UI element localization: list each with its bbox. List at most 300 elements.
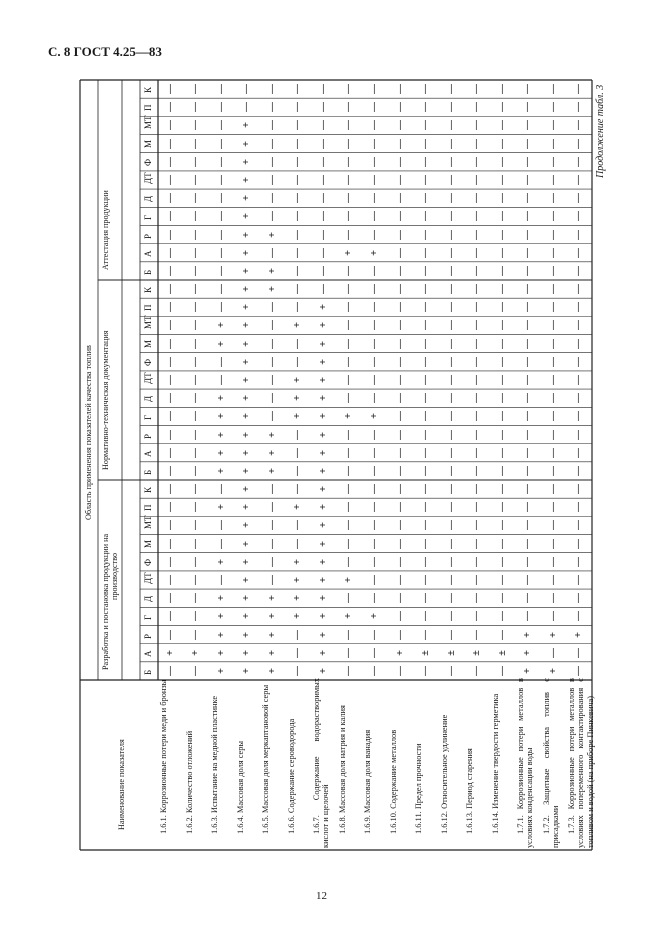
table-cell-mark: — — [317, 193, 329, 204]
table-cell-mark: — — [522, 575, 534, 585]
table-cell-mark: — — [573, 375, 585, 385]
table-cell-mark: — — [573, 211, 585, 222]
table-cell-mark: — — [496, 593, 508, 604]
table-cell-mark: + — [241, 213, 253, 220]
column-symbol: А — [143, 650, 153, 657]
row-name — [312, 678, 331, 848]
table-cell-mark: — — [190, 138, 202, 149]
table-cell-mark: — — [394, 411, 406, 422]
table-cell-mark: — — [420, 338, 432, 349]
table-cell-mark: — — [445, 247, 457, 258]
table-caption: Продолжение табл. 3 — [595, 84, 606, 178]
table-cell-mark: + — [215, 413, 227, 420]
table-cell-mark: — — [369, 575, 380, 585]
table-cell-mark: — — [394, 338, 406, 349]
table-cell-mark: — — [496, 484, 508, 495]
table-cell-mark: — — [215, 375, 227, 385]
row-name — [567, 678, 595, 848]
table-cell-mark: + — [215, 340, 227, 347]
table-cell-mark: — — [215, 175, 227, 185]
table-cell-mark: — — [190, 629, 202, 640]
table-cell-mark: — — [394, 665, 406, 676]
table-cell-mark: — — [343, 120, 355, 131]
table-cell-mark: — — [369, 465, 380, 476]
table-cell-mark: — — [445, 447, 457, 458]
table-cell-mark: — — [573, 138, 585, 149]
group-header-3 — [101, 190, 110, 270]
table-cell-mark: — — [343, 520, 355, 531]
table-cell-mark: — — [343, 556, 355, 567]
table-cell-mark: — — [471, 247, 483, 258]
table-cell-mark: — — [190, 429, 202, 440]
table-cell-mark: — — [471, 593, 483, 604]
row-name-text: 1.6.8. Массовая доля натрия и калия — [337, 705, 347, 834]
table-cell-mark: + — [241, 577, 253, 583]
table-cell-mark: — — [369, 302, 380, 313]
table-cell-mark: + — [317, 522, 329, 529]
table-cell-mark: — — [522, 393, 534, 404]
table-cell-mark: — — [496, 520, 508, 531]
column-symbol: МТ — [143, 115, 153, 130]
table-cell-mark: — — [420, 102, 432, 113]
table-cell-mark: + — [215, 649, 227, 656]
table-cell-mark: + — [292, 377, 304, 383]
table-cell-mark: — — [547, 138, 559, 149]
table-cell-mark: — — [394, 175, 406, 185]
table-cell-mark: — — [496, 356, 508, 367]
table-cell-mark: — — [190, 302, 202, 313]
table-cell-mark: + — [317, 340, 329, 347]
table-cell-mark: — — [215, 520, 227, 531]
table-cell-mark: — — [445, 175, 457, 185]
table-cell-mark: — — [547, 175, 559, 185]
table-cell-mark: — — [343, 102, 355, 113]
table-cell-mark: — — [573, 593, 585, 604]
table-cell-mark: — — [369, 138, 380, 149]
table-cell-mark: — — [164, 429, 176, 440]
column-symbol: ДТ — [143, 572, 153, 584]
table-cell-mark: + — [317, 595, 329, 602]
table-cell-mark: — — [471, 538, 483, 549]
table-cell-mark: — — [420, 611, 432, 622]
table-cell-mark: — — [471, 465, 483, 476]
table-cell-mark: — — [445, 356, 457, 367]
page-header: С. 8 ГОСТ 4.25—83 — [48, 44, 162, 59]
table-cell-mark: — — [190, 611, 202, 622]
table-cell-mark: — — [343, 156, 355, 167]
table-cell-mark: — — [496, 302, 508, 313]
table-cell-mark: — — [369, 538, 380, 549]
table-cell-mark: + — [215, 613, 227, 620]
table-cell-mark: + — [292, 558, 304, 565]
table-cell-mark: — — [343, 175, 355, 185]
table-cell-mark: — — [369, 338, 380, 349]
table-cell-mark: — — [420, 284, 432, 295]
table-cell-mark: — — [522, 447, 534, 458]
table-cell-mark: — — [547, 338, 559, 349]
table-cell-mark: — — [394, 429, 406, 440]
group-header-1 — [101, 534, 119, 670]
table-cell-mark: — — [496, 502, 508, 513]
table-cell-mark: — — [164, 629, 176, 640]
table-cell-mark: — — [215, 538, 227, 549]
table-cell-mark: — — [164, 284, 176, 295]
column-symbol: К — [143, 87, 153, 94]
table-cell-mark: — — [292, 265, 304, 276]
table-cell-mark: — — [292, 84, 304, 95]
table-cell-mark: — — [394, 556, 406, 567]
table-cell-mark: — — [522, 556, 534, 567]
table-cell-mark: + — [241, 449, 253, 456]
table-cell-mark: — — [496, 575, 508, 585]
table-cell-mark: — — [445, 520, 457, 531]
table-cell-mark: + — [241, 122, 253, 129]
table-cell-mark: — — [369, 447, 380, 458]
table-cell-mark: + — [241, 304, 253, 311]
table-cell-mark: + — [266, 231, 278, 238]
table-cell-mark: — — [266, 84, 278, 95]
table-cell-mark: — — [445, 484, 457, 495]
table-cell-mark: — — [420, 593, 432, 604]
table-cell-mark: + — [241, 486, 253, 492]
table-cell-mark: — — [420, 393, 432, 404]
table-cell-mark: — — [547, 447, 559, 458]
table-cell-mark: + — [215, 395, 227, 402]
table-cell-mark: — — [164, 302, 176, 313]
table-cell-mark: — — [471, 84, 483, 95]
table-cell-mark: — — [343, 356, 355, 367]
table-cell-mark: — — [496, 175, 508, 185]
table-cell-mark: — — [292, 647, 304, 658]
table-cell-mark: — — [190, 447, 202, 458]
table-cell-mark: — — [547, 429, 559, 440]
table-cell-mark: + — [215, 595, 227, 602]
table-cell-mark: + — [241, 340, 253, 347]
table-cell-mark: — — [266, 120, 278, 131]
table-cell-mark: + — [241, 322, 253, 329]
column-symbol: Д — [143, 396, 153, 403]
table-cell-mark: — — [164, 102, 176, 113]
table-cell-mark: — — [496, 211, 508, 222]
table-cell-mark: — — [394, 120, 406, 131]
column-symbol: Р — [143, 233, 153, 239]
table-cell-mark: — — [573, 611, 585, 622]
table-cell-mark: — — [369, 193, 380, 204]
row-name-text: 1.6.4. Массовая доля серы — [235, 740, 245, 834]
table-cell-mark: — — [266, 175, 278, 185]
column-symbol: А — [143, 250, 153, 257]
table-cell-mark: — — [164, 593, 176, 604]
table-cell-mark: — — [420, 665, 432, 676]
table-cell-mark: — — [573, 484, 585, 495]
table-cell-mark: — — [369, 375, 380, 385]
table-cell-mark: — — [190, 211, 202, 222]
table-cell-mark: — — [547, 465, 559, 476]
table-cell-mark: — — [547, 102, 559, 113]
table-cell-mark: — — [445, 120, 457, 131]
table-cell-mark: — — [266, 320, 278, 331]
table-cell-mark: — — [573, 393, 585, 404]
table-cell-mark: — — [292, 447, 304, 458]
table-cell-mark: — — [292, 465, 304, 476]
table-cell-mark: — — [343, 84, 355, 95]
table-cell-mark: — — [471, 411, 483, 422]
table-cell-mark: — — [471, 393, 483, 404]
table-cell-mark: — — [420, 265, 432, 276]
table-cell-mark: — — [420, 193, 432, 204]
table-cell-mark: — — [445, 284, 457, 295]
table-cell-mark: — — [420, 302, 432, 313]
table-cell-mark: — — [573, 84, 585, 95]
table-cell-mark: — — [496, 393, 508, 404]
row-name — [210, 678, 219, 848]
table-cell-mark: — — [522, 302, 534, 313]
column-symbol: Ф — [143, 158, 153, 166]
table-cell-mark: — — [547, 593, 559, 604]
table-cell-mark: + — [215, 631, 227, 638]
table-cell-mark: — — [471, 102, 483, 113]
table-cell-mark: — — [420, 247, 432, 258]
table-cell-mark: — — [573, 465, 585, 476]
row-name-text: 1.6.9. Массовая доля ванадия — [363, 729, 373, 834]
column-symbol: Ф — [143, 358, 153, 366]
table-cell-mark: — — [420, 156, 432, 167]
table-cell-mark: — — [547, 393, 559, 404]
table-cell-mark: + — [369, 413, 380, 420]
table-cell-mark: — — [343, 502, 355, 513]
table-cell-mark: — — [496, 447, 508, 458]
table-cell-mark: — — [215, 575, 227, 585]
column-symbol: Г — [143, 615, 153, 621]
column-symbol: М — [143, 139, 153, 148]
table-cell-mark: — — [317, 247, 329, 258]
table-cell-mark: — — [471, 302, 483, 313]
table-cell-mark: — — [420, 356, 432, 367]
table-cell-mark: — — [292, 338, 304, 349]
table-cell-mark: — — [522, 429, 534, 440]
table-cell-mark: — — [292, 284, 304, 295]
table-cell-mark: — — [343, 320, 355, 331]
table-cell-mark: — — [445, 538, 457, 549]
table-cell-mark: — — [317, 138, 329, 149]
table-cell-mark: — — [292, 356, 304, 367]
table-cell-mark: + — [241, 413, 253, 420]
table-cell-mark: — — [266, 211, 278, 222]
table-cell-mark: — — [164, 247, 176, 258]
table-cell-mark: — — [394, 538, 406, 549]
table-cell-mark: — — [547, 193, 559, 204]
table-cell-mark: — — [573, 247, 585, 258]
table-cell-mark: + — [317, 467, 329, 474]
table-cell-mark: — — [190, 156, 202, 167]
table-cell-mark: — — [241, 84, 253, 95]
table-cell-mark: — — [573, 520, 585, 531]
table-cell-mark: — — [266, 156, 278, 167]
table-cell-mark: — — [190, 356, 202, 367]
table-cell-mark: — — [369, 320, 380, 331]
table-cell-mark: + — [343, 613, 355, 620]
table-cell-mark: — — [164, 411, 176, 422]
table-cell-mark: — — [190, 465, 202, 476]
table-cell-mark: + — [241, 286, 253, 292]
table-cell-mark: + — [317, 358, 329, 365]
table-cell-mark: — — [522, 484, 534, 495]
column-symbol: Б — [143, 469, 153, 475]
table-cell-mark: — — [164, 520, 176, 531]
table-cell-mark: — — [369, 229, 380, 240]
table-cell-mark: — — [394, 484, 406, 495]
table-cell-mark: + — [343, 249, 355, 256]
table-cell-mark: — — [420, 175, 432, 185]
table-cell-mark: ± — [420, 649, 432, 656]
table-cell-mark: — — [343, 375, 355, 385]
table-cell-mark: — — [573, 193, 585, 204]
table-cell-mark: — — [471, 447, 483, 458]
table-cell-mark: — — [547, 411, 559, 422]
table-cell-mark: + — [317, 304, 329, 311]
table-cell-mark: — — [317, 265, 329, 276]
table-cell-mark: — — [573, 175, 585, 185]
table-cell-mark: — — [522, 338, 534, 349]
table-cell-mark: — — [164, 229, 176, 240]
table-cell-mark: — — [369, 556, 380, 567]
table-cell-mark: — — [522, 120, 534, 131]
table-cell-mark: — — [522, 265, 534, 276]
table-cell-mark: + — [241, 377, 253, 383]
table-cell-mark: — — [445, 556, 457, 567]
table-cell-mark: — — [394, 502, 406, 513]
table-cell-mark: — — [573, 411, 585, 422]
table-cell-mark: + — [241, 358, 253, 365]
table-cell-mark: — — [292, 520, 304, 531]
table-cell-mark: — — [266, 247, 278, 258]
table-cell-mark: — — [215, 229, 227, 240]
table-cell-mark: — — [215, 84, 227, 95]
table-cell-mark: — — [369, 102, 380, 113]
table-cell-mark: + — [317, 486, 329, 492]
table-cell-mark: + — [266, 431, 278, 438]
table-cell-mark: + — [241, 522, 253, 529]
table-cell-mark: ± — [471, 649, 483, 656]
table-cell-mark: — — [573, 320, 585, 331]
table-cell-mark: — — [317, 175, 329, 185]
table-cell-mark: — — [164, 193, 176, 204]
table-cell-mark: — — [471, 320, 483, 331]
table-cell-mark: — — [496, 375, 508, 385]
table-cell-mark: — — [522, 211, 534, 222]
table-cell-mark: — — [164, 484, 176, 495]
column-symbol: Ф — [143, 558, 153, 566]
row-name-text: 1.6.1. Коррозионные потери меди и бронзы — [159, 679, 168, 834]
table-cell-mark: — — [445, 575, 457, 585]
table-cell-mark: — — [292, 211, 304, 222]
table-cell-mark: — — [190, 484, 202, 495]
table-cell-mark: — — [420, 502, 432, 513]
table-cell-mark: — — [190, 556, 202, 567]
table-cell-mark: + — [241, 504, 253, 511]
table-cell-mark: — — [573, 102, 585, 113]
table-cell-mark: — — [471, 356, 483, 367]
table-cell-mark: — — [343, 629, 355, 640]
group-header-2 — [101, 330, 110, 470]
table-cell-mark: — — [164, 447, 176, 458]
table-cell-mark: + — [317, 631, 329, 638]
table-cell-mark: — — [496, 156, 508, 167]
table-cell-mark: — — [522, 538, 534, 549]
group-header-line: Нормативно-техническая документация — [101, 330, 110, 470]
table-cell-mark: + — [266, 631, 278, 638]
table-cell-mark: — — [471, 575, 483, 585]
table-cell-mark: — — [394, 84, 406, 95]
table-cell-mark: — — [445, 338, 457, 349]
table-cell-mark: — — [292, 302, 304, 313]
table-cell-mark: — — [445, 665, 457, 676]
table-cell-mark: — — [190, 520, 202, 531]
table-cell-mark: — — [420, 84, 432, 95]
table-cell-mark: — — [471, 520, 483, 531]
table-cell-mark: + — [241, 195, 253, 202]
row-name — [363, 678, 372, 848]
table-cell-mark: — — [445, 320, 457, 331]
table-cell-mark: — — [420, 120, 432, 131]
table-cell-mark: — — [164, 665, 176, 676]
table-cell-mark: + — [241, 431, 253, 438]
table-cell-mark: — — [164, 556, 176, 567]
table-cell-mark: — — [369, 120, 380, 131]
table-cell-mark: — — [445, 502, 457, 513]
table-cell-mark: — — [573, 265, 585, 276]
table-cell-mark: — — [420, 429, 432, 440]
table-cell-mark: — — [471, 502, 483, 513]
row-name-text: 1.6.11. Предел прочности — [414, 743, 424, 834]
table-cell-mark: + — [292, 577, 304, 583]
table-cell-mark: — — [573, 556, 585, 567]
table-cell-mark: — — [292, 138, 304, 149]
row-name-text: 1.6.3. Испытание на медной пластинке — [210, 695, 220, 834]
table-cell-mark: + — [547, 667, 559, 674]
table-cell-mark: — — [445, 265, 457, 276]
table-cell-mark: — — [547, 156, 559, 167]
table-cell-mark: — — [215, 102, 227, 113]
column-symbol: Б — [143, 269, 153, 275]
table-cell-mark: — — [394, 138, 406, 149]
table-cell-mark: — — [369, 211, 380, 222]
table-cell-mark: — — [547, 302, 559, 313]
table-cell-mark: — — [522, 411, 534, 422]
table-cell-mark: — — [547, 375, 559, 385]
table-cell-mark: + — [369, 613, 380, 620]
table-cell-mark: + — [241, 595, 253, 602]
table-cell-mark: + — [522, 667, 534, 674]
table-cell-mark: + — [292, 595, 304, 602]
table-cell-mark: — — [445, 611, 457, 622]
table-cell-mark: — — [317, 284, 329, 295]
table-cell-mark: — — [547, 575, 559, 585]
table-cell-mark: — — [215, 156, 227, 167]
table-cell-mark: — — [471, 284, 483, 295]
table-cell-mark: — — [445, 465, 457, 476]
table-cell-mark: — — [496, 556, 508, 567]
table-cell-mark: — — [190, 229, 202, 240]
table-cell-mark: — — [215, 138, 227, 149]
table-cell-mark: + — [317, 449, 329, 456]
table-cell-mark: — — [317, 120, 329, 131]
table-cell-mark: — — [547, 538, 559, 549]
table-cell-mark: — — [317, 84, 329, 95]
table-cell-mark: — — [266, 484, 278, 495]
table-cell-mark: + — [266, 649, 278, 656]
table-cell-mark: + — [241, 649, 253, 656]
